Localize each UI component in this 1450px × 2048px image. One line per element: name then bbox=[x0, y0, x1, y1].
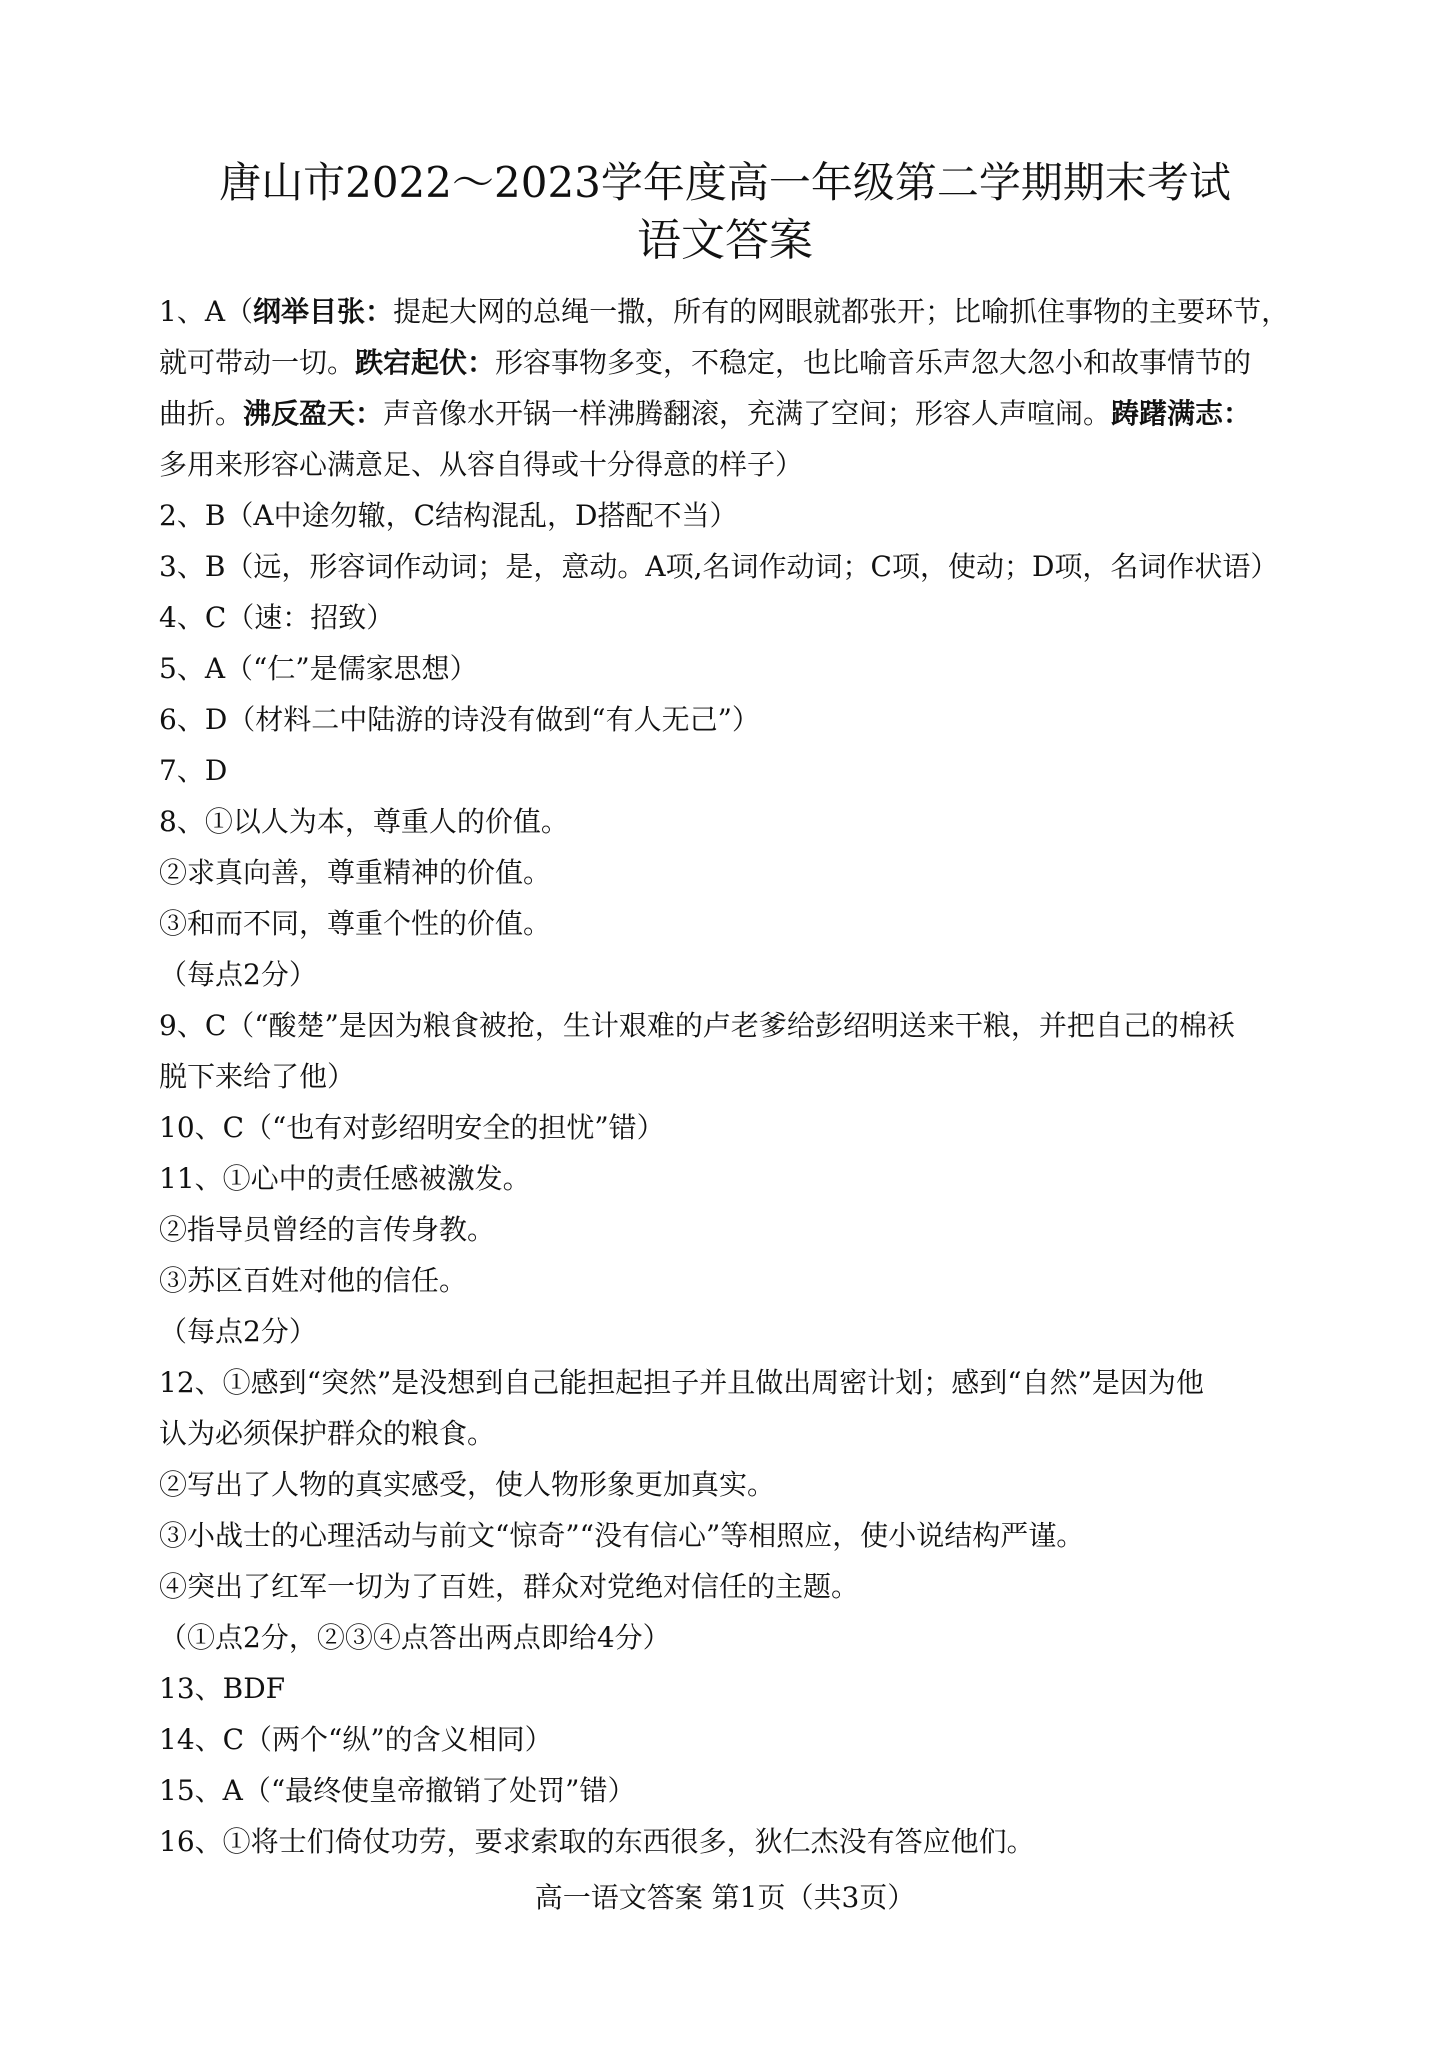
answer-2: 2、B（A中途勿辙，C结构混乱，D搭配不当） bbox=[159, 499, 738, 532]
idiom-definition: 曲折。 bbox=[159, 397, 244, 430]
answer-12-line-3: ②写出了人物的真实感受，使人物形象更加真实。 bbox=[159, 1468, 776, 1501]
idiom-term: 纲举目张： bbox=[253, 295, 394, 328]
answer-12-line-5: ④突出了红军一切为了百姓，群众对党绝对信任的主题。 bbox=[159, 1570, 860, 1603]
answer-15: 15、A（“最终使皇帝撤销了处罚”错） bbox=[159, 1774, 636, 1807]
idiom-term: 踌躇满志： bbox=[1111, 397, 1252, 430]
answer-1-line-3 bbox=[159, 388, 1309, 439]
answers-body bbox=[159, 286, 1309, 1867]
answer-8-line-3: ③和而不同，尊重个性的价值。 bbox=[159, 907, 552, 940]
page-footer: 高一语文答案 第1页（共3页） bbox=[534, 1881, 916, 1914]
answer-11-line-3: ③苏区百姓对他的信任。 bbox=[159, 1264, 468, 1297]
answer-12-scoring: （①点2分，②③④点答出两点即给4分） bbox=[159, 1621, 671, 1654]
answer-8-scoring: （每点2分） bbox=[159, 958, 317, 991]
answer-13: 13、BDF bbox=[159, 1672, 286, 1705]
answer-3: 3、B（远，形容词作动词；是，意动。A项,名词作动词；C项，使动；D项，名词作状语） bbox=[159, 550, 1279, 583]
answer-11-scoring: （每点2分） bbox=[159, 1315, 317, 1348]
idiom-definition: 就可带动一切。 bbox=[159, 346, 356, 379]
answer-1-line-2 bbox=[159, 337, 1309, 388]
answer-11-line-2: ②指导员曾经的言传身教。 bbox=[159, 1213, 496, 1246]
page-subtitle: 语文答案 bbox=[637, 215, 813, 266]
answer-12-line-2: 认为必须保护群众的粮食。 bbox=[159, 1417, 496, 1450]
answer-5: 5、A（“仁”是儒家思想） bbox=[159, 652, 478, 685]
page-title: 唐山市2022～2023学年度高一年级第二学期期末考试 bbox=[219, 158, 1231, 207]
answer-7: 7、D bbox=[159, 754, 228, 787]
idiom-definition: 提起大网的总绳一撒，所有的网眼就都张开；比喻抓住事物的主要环节， bbox=[393, 295, 1290, 328]
answer-4: 4、C（速：招致） bbox=[159, 601, 395, 634]
idiom-term: 沸反盈天： bbox=[243, 397, 384, 430]
answer-9-line-2: 脱下来给了他） bbox=[159, 1060, 356, 1093]
answer-1-prefix: 1、A（ bbox=[159, 295, 254, 328]
answer-9-line-1: 9、C（“酸楚”是因为粮食被抢，生计艰难的卢老爹给彭绍明送来干粮，并把自己的棉袄 bbox=[159, 1009, 1235, 1042]
answer-1-line-1 bbox=[159, 286, 1309, 337]
idiom-term: 跌宕起伏： bbox=[355, 346, 496, 379]
answer-6: 6、D（材料二中陆游的诗没有做到“有人无己”） bbox=[159, 703, 760, 736]
answer-16: 16、①将士们倚仗功劳，要求索取的东西很多，狄仁杰没有答应他们。 bbox=[159, 1825, 1035, 1858]
answer-1-line-4: 多用来形容心满意足、从容自得或十分得意的样子） bbox=[159, 448, 804, 481]
answer-12-line-1: 12、①感到“突然”是没想到自己能担起担子并且做出周密计划；感到“自然”是因为他 bbox=[159, 1366, 1204, 1399]
answer-12-line-4: ③小战士的心理活动与前文“惊奇”“没有信心”等相照应，使小说结构严谨。 bbox=[159, 1519, 1085, 1552]
idiom-definition: 声音像水开锅一样沸腾翻滚，充满了空间；形容人声喧闹。 bbox=[383, 397, 1112, 430]
answer-14: 14、C（两个“纵”的含义相同） bbox=[159, 1723, 553, 1756]
answer-10: 10、C（“也有对彭绍明安全的担忧”错） bbox=[159, 1111, 665, 1144]
answer-8-line-2: ②求真向善，尊重精神的价值。 bbox=[159, 856, 552, 889]
idiom-definition: 形容事物多变，不稳定，也比喻音乐声忽大忽小和故事情节的 bbox=[495, 346, 1252, 379]
answer-11-line-1: 11、①心中的责任感被激发。 bbox=[159, 1162, 531, 1195]
answer-8-line-1: 8、①以人为本，尊重人的价值。 bbox=[159, 805, 569, 838]
